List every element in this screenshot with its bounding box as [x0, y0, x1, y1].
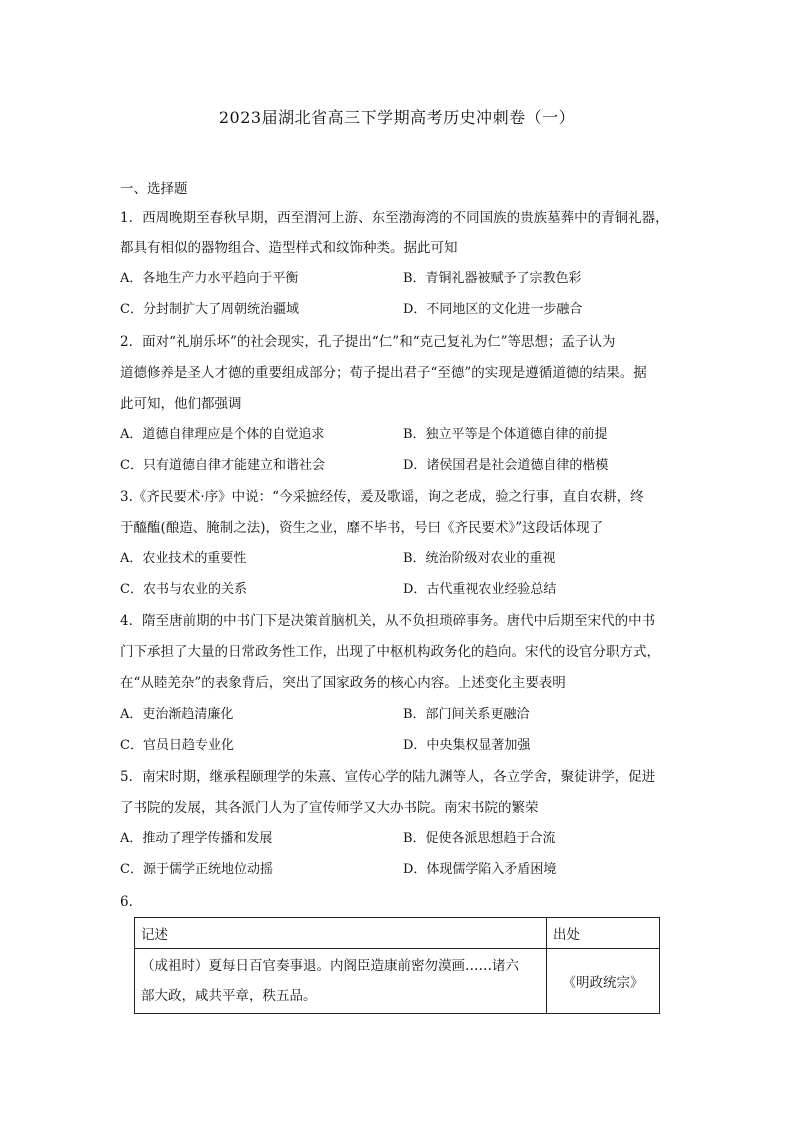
exam-title: 2023届湖北省高三下学期高考历史冲刺卷（一） [218, 108, 576, 127]
q1-option-d[interactable]: D．不同地区的文化进一步融合 [403, 302, 583, 317]
table-header-row [135, 918, 660, 949]
q3-option-a[interactable]: A．农业技术的重要性 [120, 551, 247, 566]
q2-option-d[interactable]: D．诸侯国君是社会道德自律的楷模 [403, 458, 609, 473]
q5-option-b[interactable]: B．促使各派思想趋于合流 [403, 831, 556, 846]
header-record: 记述 [135, 918, 547, 949]
record-line: （成祖时）夏每日百官奏事退。内阁臣造康前密勿漠画……诸六 [141, 958, 519, 974]
q5-option-d[interactable]: D．体现儒学陷入矛盾困境 [403, 862, 557, 877]
q1-option-a[interactable]: A．各地生产力水平趋向于平衡 [120, 271, 299, 286]
q4-stem-line: 门下承担了大量的日常政务性工作，出现了中枢机构政务化的趋向。宋代的设官分职方式， [120, 644, 660, 660]
q5-option-a[interactable]: A．推动了理学传播和发展 [120, 831, 273, 846]
section-heading: 一、选择题 [120, 181, 188, 197]
q4-stem-line: 在“从睦羌杂”的表象背后，突出了国家政务的核心内容。上述变化主要表明 [120, 675, 566, 691]
q3-option-b[interactable]: B．统治阶级对农业的重视 [403, 551, 556, 566]
q4-stem-line: 4．隋至唐前期的中书门下是决策首脑机关，从不负担琐碎事务。唐代中后期至宋代的中书 [120, 613, 656, 629]
q3-stem-line: 于醯醢(酿造、腌制之法)，资生之业，靡不毕书，号曰《齐民要术》”这段话体现了 [120, 520, 604, 536]
q1-stem-line: 都具有相似的器物组合、造型样式和纹饰种类。据此可知 [120, 240, 458, 256]
q2-option-a[interactable]: A．道德自律理应是个体的自觉追求 [120, 427, 325, 442]
header-source: 出处 [547, 918, 660, 949]
q2-stem-line: 道德修养是圣人才德的重要组成部分；荀子提出君子“至德”的实现是遵循道德的结果。据 [120, 365, 647, 381]
q1-option-c[interactable]: C．分封制扩大了周朝统治疆域 [120, 302, 299, 317]
q4-option-a[interactable]: A．吏治渐趋清廉化 [120, 707, 234, 722]
q6-number: 6． [120, 894, 143, 910]
q6-record-table [134, 917, 660, 1014]
record-cell [135, 949, 547, 1014]
q5-stem-line: 了书院的发展，其各派门人为了宣传师学又大办书院。南宋书院的繁荣 [120, 800, 539, 816]
q5-stem-line: 5．南宋时期，继承程颐理学的朱熹、宣传心学的陆九渊等人，各立学舍，聚徒讲学，促进 [120, 769, 656, 785]
record-line: 部大政，咸共平章，秩五品。 [141, 988, 317, 1004]
q1-stem-line: 1．西周晚期至春秋早期，西至渭河上游、东至渤海湾的不同国族的贵族墓葬中的青铜礼器， [120, 210, 669, 226]
source-cell: 《明政统宗》 [547, 949, 660, 1014]
q2-stem-line: 2．面对“礼崩乐坏”的社会现实，孔子提出“仁”和“克己复礼为仁”等思想；孟子认为 [120, 334, 616, 350]
q2-stem-line: 此可知，他们都强调 [120, 396, 242, 412]
q2-option-c[interactable]: C．只有道德自律才能建立和谐社会 [120, 458, 325, 473]
q2-option-b[interactable]: B．独立平等是个体道德自律的前提 [403, 427, 608, 442]
q1-option-b[interactable]: B．青铜礼器被赋予了宗教色彩 [403, 271, 582, 286]
q4-option-b[interactable]: B．部门间关系更融洽 [403, 707, 530, 722]
q3-option-c[interactable]: C．农书与农业的关系 [120, 582, 247, 597]
q5-option-c[interactable]: C．源于儒学正统地位动摇 [120, 862, 273, 877]
q4-option-c[interactable]: C．官员日趋专业化 [120, 738, 234, 753]
q4-option-d[interactable]: D．中央集权显著加强 [403, 738, 531, 753]
q3-stem-line: 3.《齐民要术·序》中说：“今采摭经传，爰及歌谣，询之老成，验之行事，直自农耕，终 [120, 489, 644, 505]
table-row [135, 949, 660, 1014]
q3-option-d[interactable]: D．古代重视农业经验总结 [403, 582, 557, 597]
